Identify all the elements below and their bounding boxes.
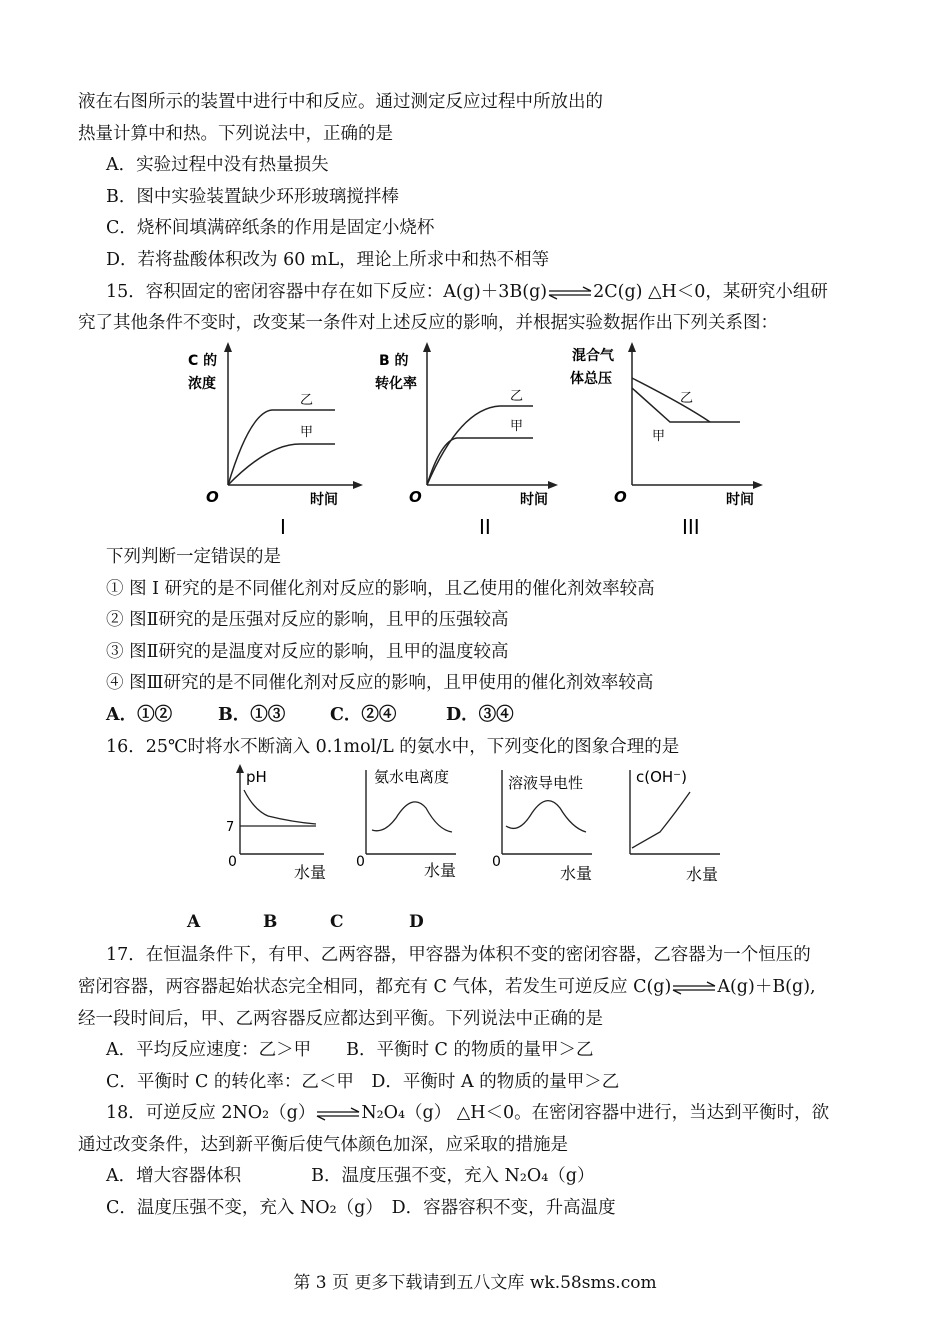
q18-options-cd: C．温度压强不变，充入 NO₂（g） D．容器容积不变，升高温度 [106, 1198, 616, 1218]
q16-graph-c [488, 762, 608, 887]
q17-line-1: 17．在恒温条件下，有甲、乙两容器，甲容器为体积不变的密闭容器，乙容器为一个恒压的 [106, 945, 811, 965]
q17-line-3: 经一段时间后，甲、乙两容器反应都达到平衡。下列说法中正确的是 [78, 1009, 603, 1029]
q15-stem-line-2: 究了其他条件不变时，改变某一条件对上述反应的影响，并根据实验数据作出下列关系图： [78, 313, 778, 333]
q15-g1-xlabel: 时间 [310, 492, 338, 508]
q15-g2-lower-label: 甲 [510, 419, 524, 434]
q14-option-a: A．实验过程中没有热量损失 [106, 155, 329, 175]
q15-g1-caption: I [280, 515, 286, 539]
q16-ga-ylabel: pH [246, 768, 267, 786]
q16-ga-origin: 0 [228, 854, 237, 870]
q15-g1-upper-label: 乙 [300, 393, 314, 408]
q17-line-2a: 密闭容器，两容器起始状态完全相同，都充有 C 气体，若发生可逆反应 C(g) [78, 977, 672, 997]
q17-options-ab: A．平均反应速度：乙＞甲 B．平衡时 C 的物质的量甲＞乙 [106, 1040, 594, 1060]
q15-g1-ylabel-2: 浓度 [188, 376, 216, 392]
q16-graph-a [222, 762, 337, 887]
equilibrium-arrow-icon [547, 286, 593, 300]
q18-line-1 [106, 1101, 829, 1125]
q15-g3-ylabel-2: 体总压 [570, 371, 612, 387]
q15-statement-4: ④ 图Ⅲ研究的是不同催化剂对反应的影响，且甲使用的催化剂效率较高 [106, 673, 654, 693]
q17-options-cd: C．平衡时 C 的转化率：乙＜甲 D．平衡时 A 的物质的量甲＞乙 [106, 1072, 620, 1092]
q16-gc-ylabel: 溶液导电性 [508, 774, 584, 792]
q16-stem: 16．25℃时将水不断滴入 0.1mol/L 的氨水中，下列变化的图象合理的是 [106, 737, 680, 757]
q18-line-2: 通过改变条件，达到新平衡后使气体颜色加深，应采取的措施是 [78, 1135, 568, 1155]
q15-g2-caption: II [479, 515, 491, 539]
q16-gb-ylabel: 氨水电离度 [374, 768, 450, 786]
q16-gc-origin: 0 [492, 854, 501, 870]
q15-g1-origin: O [206, 488, 219, 506]
q16-gb-xlabel: 水量 [424, 861, 457, 880]
equilibrium-arrow-icon [671, 981, 717, 995]
q15-statement-3: ③ 图Ⅱ研究的是温度对反应的影响，且甲的温度较高 [106, 642, 509, 662]
q17-line-2b: A(g)＋B(g), [717, 977, 816, 997]
q16-graph-b [352, 762, 472, 887]
q15-g3-lower-label: 甲 [652, 429, 666, 444]
q15-g3-xlabel: 时间 [726, 492, 754, 508]
q15-g3-caption: III [682, 515, 700, 539]
q16-caption-b: B [263, 912, 278, 932]
q15-statement-1: ① 图 I 研究的是不同催化剂对反应的影响，且乙使用的催化剂效率较高 [106, 579, 655, 599]
q15-option-c: C．②④ [330, 705, 397, 725]
q16-caption-c: C [330, 912, 344, 932]
q16-gc-xlabel: 水量 [560, 864, 593, 883]
q18-options-ab: A．增大容器体积 B．温度压强不变，充入 N₂O₄（g） [106, 1166, 595, 1186]
equilibrium-arrow-icon [315, 1107, 361, 1121]
q16-caption-a: A [187, 912, 201, 932]
q15-stem-b: 2C(g) △H＜0，某研究小组研 [593, 282, 828, 302]
q17-line-2 [78, 975, 816, 999]
q15-g1-ylabel-1: C 的 [188, 353, 218, 369]
q15-graph-1 [180, 340, 370, 540]
q15-g1-lower-label: 甲 [300, 425, 314, 440]
q15-graph-3 [570, 340, 770, 540]
q15-stem-a: 15．容积固定的密闭容器中存在如下反应：A(g)＋3B(g) [106, 282, 548, 302]
q18-line-1b: N₂O₄（g） △H＜0。在密闭容器中进行，当达到平衡时，欲 [361, 1103, 830, 1123]
q16-gb-origin: 0 [356, 854, 365, 870]
q16-ga-xlabel: 水量 [294, 863, 327, 882]
q15-statement-2: ② 图Ⅱ研究的是压强对反应的影响，且甲的压强较高 [106, 610, 509, 630]
q16-caption-d: D [409, 912, 424, 932]
q16-ga-tick: 7 [226, 820, 235, 835]
q15-option-d: D．③④ [446, 705, 514, 725]
intro-line-2: 热量计算中和热。下列说法中，正确的是 [78, 124, 393, 144]
intro-line-1: 液在右图所示的装置中进行中和反应。通过测定反应过程中所放出的 [78, 92, 603, 112]
q15-g3-origin: O [614, 488, 627, 506]
q15-g2-origin: O [409, 488, 422, 506]
q18-line-1a: 18．可逆反应 2NO₂（g） [106, 1103, 316, 1123]
q15-graph-2 [375, 340, 565, 540]
q14-option-d: D．若将盐酸体积改为 60 mL，理论上所求中和热不相等 [106, 250, 550, 270]
q14-option-b: B．图中实验装置缺少环形玻璃搅拌棒 [106, 187, 399, 207]
q15-option-b: B．①③ [218, 705, 286, 725]
q15-option-a: A．①② [106, 705, 173, 725]
q14-option-c: C．烧杯间填满碎纸条的作用是固定小烧杯 [106, 218, 435, 238]
q16-gd-xlabel: 水量 [686, 865, 719, 884]
q15-g2-ylabel-2: 转化率 [375, 376, 417, 392]
q15-prompt: 下列判断一定错误的是 [106, 547, 281, 567]
q16-graph-d [618, 762, 733, 887]
q15-g2-ylabel-1: B 的 [379, 353, 409, 369]
q16-gd-ylabel: c(OH⁻) [636, 768, 687, 786]
q15-g3-upper-label: 乙 [680, 391, 694, 406]
q15-g2-xlabel: 时间 [520, 492, 548, 508]
q15-g2-upper-label: 乙 [510, 389, 524, 404]
q15-stem-line-1 [106, 280, 828, 304]
q15-g3-ylabel-1: 混合气 [572, 348, 614, 364]
page-footer: 第 3 页 更多下载请到五八文库 wk.58sms.com [293, 1273, 657, 1293]
